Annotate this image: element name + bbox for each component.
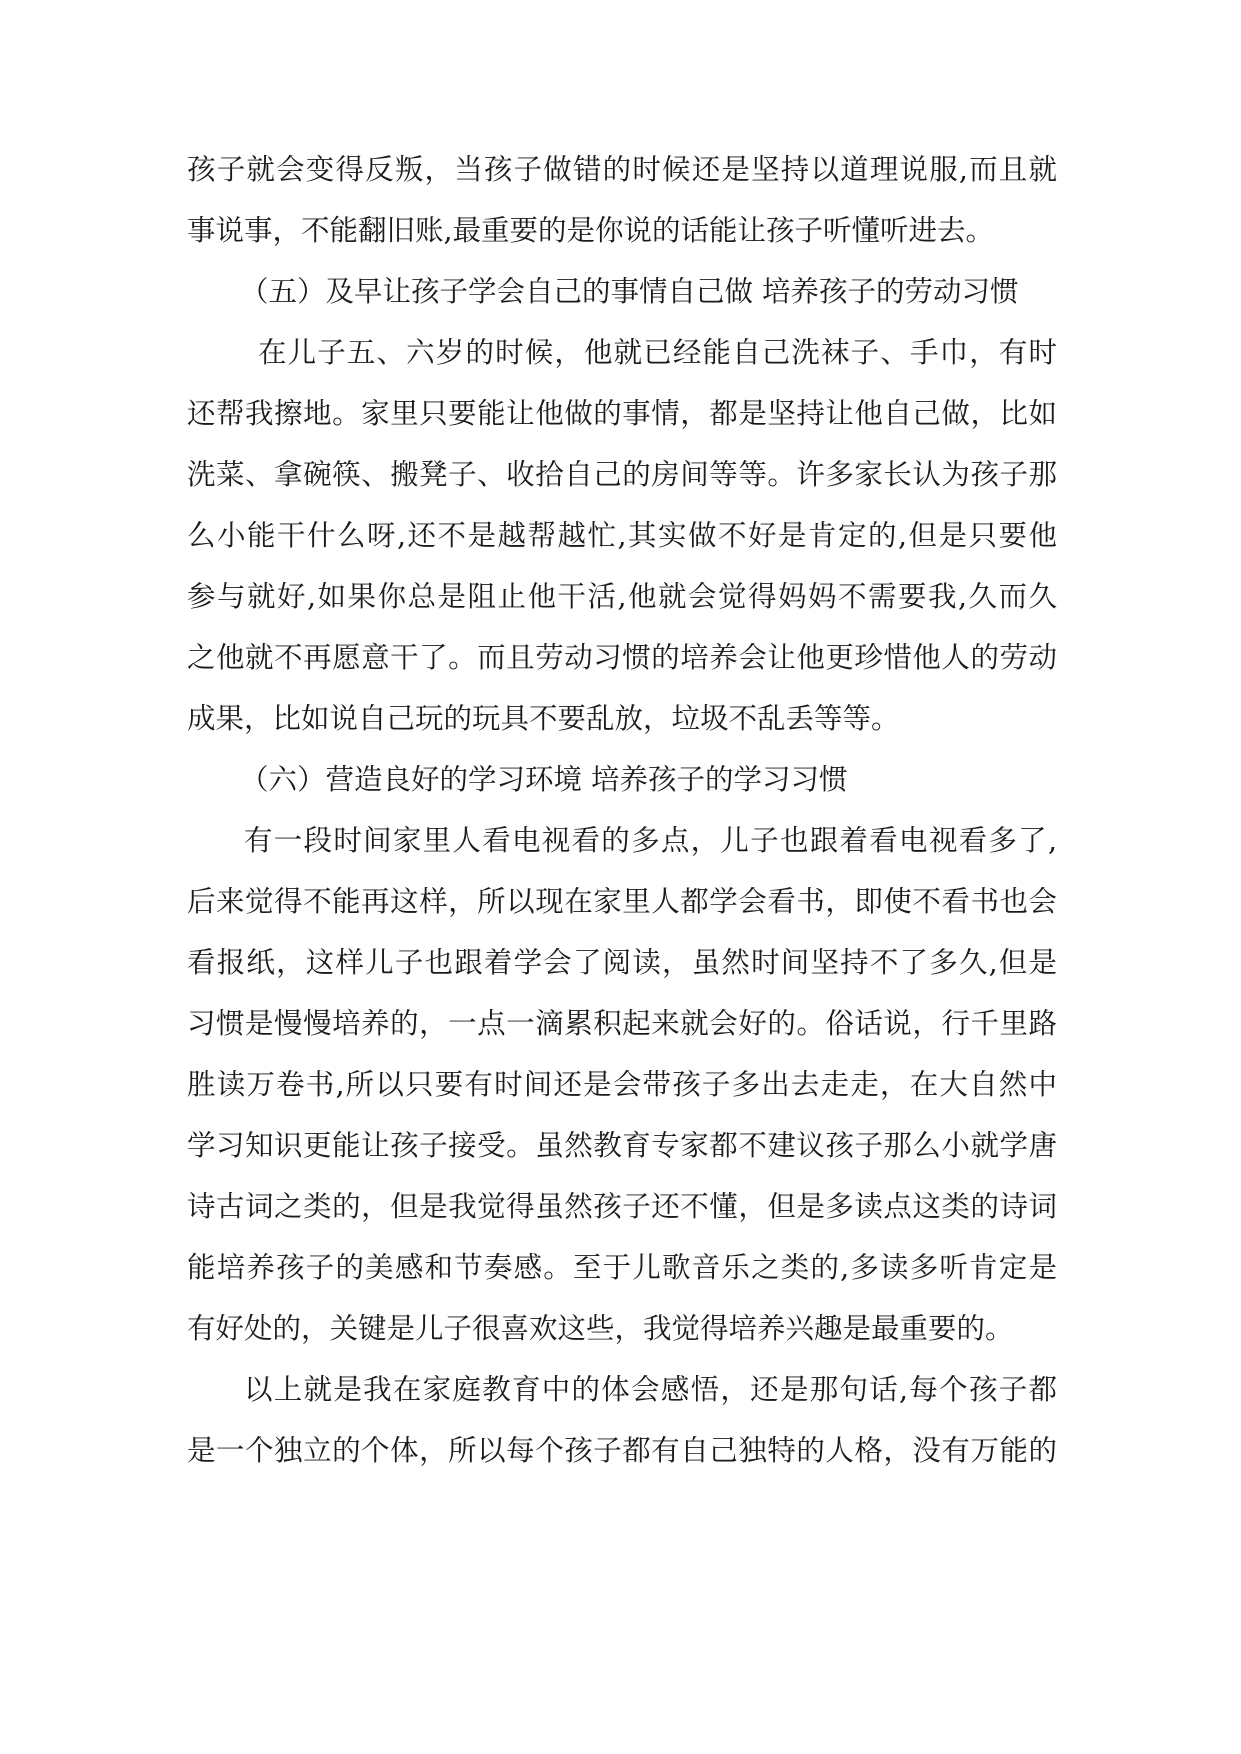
paragraph-line: 学习知识更能让孩子接受。虽然教育专家都不建议孩子那么小就学唐 xyxy=(187,1129,1057,1162)
paragraph-line: 能培养孩子的美感和节奏感。至于儿歌音乐之类的,多读多听肯定是 xyxy=(187,1251,1057,1284)
paragraph-line: 成果，比如说自己玩的玩具不要乱放，垃圾不乱丢等等。 xyxy=(187,702,900,735)
paragraph-line: 孩子就会变得反叛，当孩子做错的时候还是坚持以道理说服,而且就 xyxy=(187,153,1057,186)
paragraph-line: 诗古词之类的，但是我觉得虽然孩子还不懂，但是多读点这类的诗词 xyxy=(187,1190,1057,1223)
paragraph-line: 后来觉得不能再这样，所以现在家里人都学会看书，即使不看书也会 xyxy=(187,885,1057,918)
paragraph-line: 胜读万卷书,所以只要有时间还是会带孩子多出去走走，在大自然中 xyxy=(187,1068,1057,1101)
paragraph-line: 在儿子五、六岁的时候，他就已经能自己洗袜子、手巾，有时 xyxy=(258,336,1057,369)
paragraph-line: 参与就好,如果你总是阻止他干活,他就会觉得妈妈不需要我,久而久 xyxy=(187,580,1057,613)
paragraph-line: 是一个独立的个体，所以每个孩子都有自己独特的人格，没有万能的 xyxy=(187,1434,1057,1467)
paragraph-line: 习惯是慢慢培养的，一点一滴累积起来就会好的。俗话说，行千里路 xyxy=(187,1007,1057,1040)
section-heading-5: （五）及早让孩子学会自己的事情自己做 培养孩子的劳动习惯 xyxy=(240,275,1019,308)
paragraph-line: 还帮我擦地。家里只要能让他做的事情，都是坚持让他自己做，比如 xyxy=(187,397,1057,430)
paragraph-line: 以上就是我在家庭教育中的体会感悟，还是那句话,每个孩子都 xyxy=(244,1373,1057,1406)
paragraph-line: 事说事，不能翻旧账,最重要的是你说的话能让孩子听懂听进去。 xyxy=(187,214,995,247)
paragraph-line: 么小能干什么呀,还不是越帮越忙,其实做不好是肯定的,但是只要他 xyxy=(187,519,1057,552)
paragraph-line: 看报纸，这样儿子也跟着学会了阅读，虽然时间坚持不了多久,但是 xyxy=(187,946,1057,979)
paragraph-line: 有一段时间家里人看电视看的多点，儿子也跟着看电视看多了, xyxy=(244,824,1057,857)
paragraph-line: 有好处的，关键是儿子很喜欢这些，我觉得培养兴趣是最重要的。 xyxy=(187,1312,1014,1345)
paragraph-line: 之他就不再愿意干了。而且劳动习惯的培养会让他更珍惜他人的劳动 xyxy=(187,641,1057,674)
section-heading-6: （六）营造良好的学习环境 培养孩子的学习习惯 xyxy=(240,763,848,796)
paragraph-line: 洗菜、拿碗筷、搬凳子、收拾自己的房间等等。许多家长认为孩子那 xyxy=(187,458,1057,491)
